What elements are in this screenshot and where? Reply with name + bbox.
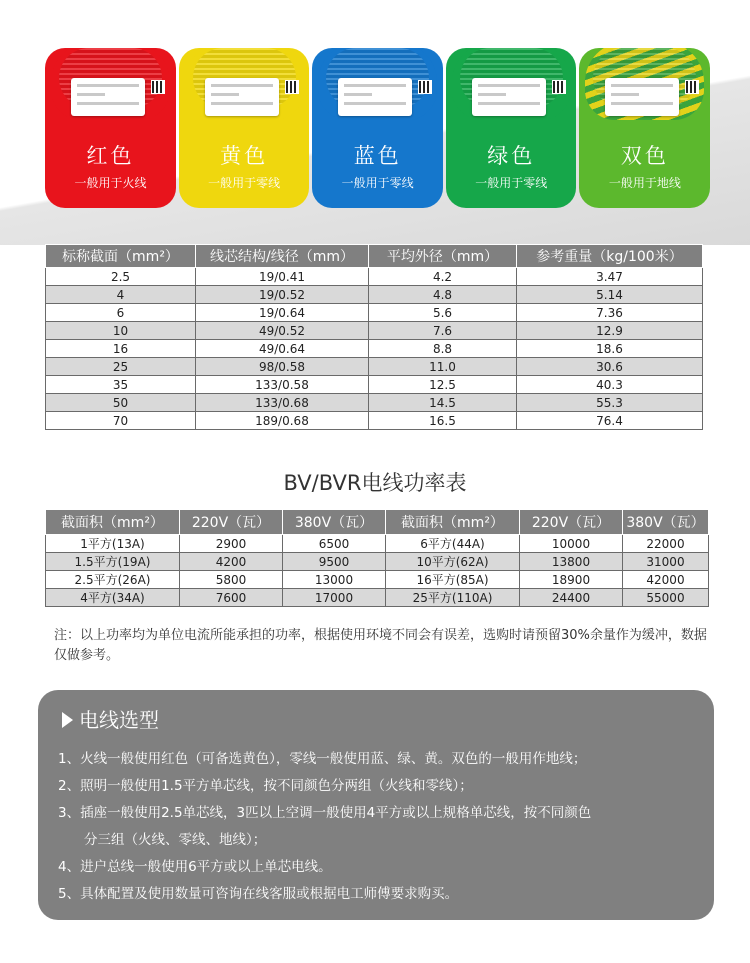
- table-cell: 19/0.52: [196, 286, 369, 304]
- triangle-right-icon: [62, 712, 73, 728]
- column-header: 线芯结构/线径（mm）: [196, 245, 369, 268]
- table-cell: 25: [46, 358, 196, 376]
- column-header: 截面积（mm²）: [386, 510, 520, 535]
- table-row: [46, 268, 703, 286]
- product-label: [472, 78, 546, 116]
- table-row: [46, 358, 703, 376]
- table-header-row: [46, 245, 703, 268]
- table-cell: 14.5: [369, 394, 517, 412]
- wire-card-yellow: [179, 48, 310, 208]
- table-cell: 7.6: [369, 322, 517, 340]
- table-cell: 1.5平方(19A): [46, 553, 180, 571]
- table-row: [46, 394, 703, 412]
- table-cell: 19/0.41: [196, 268, 369, 286]
- wire-coil-image: [318, 48, 437, 120]
- table-cell: 10: [46, 322, 196, 340]
- column-header: 平均外径（mm）: [369, 245, 517, 268]
- wire-coil-image: [585, 48, 704, 120]
- table-cell: 10000: [520, 535, 623, 553]
- table-cell: 4200: [180, 553, 283, 571]
- product-label: [71, 78, 145, 116]
- table-cell: 5.6: [369, 304, 517, 322]
- table-row: [46, 535, 709, 553]
- table-cell: 3.47: [517, 268, 703, 286]
- table-cell: 49/0.52: [196, 322, 369, 340]
- table-cell: 4.8: [369, 286, 517, 304]
- list-item: [58, 881, 708, 908]
- wire-coil-image: [51, 48, 170, 120]
- table-cell: 18900: [520, 571, 623, 589]
- table-cell: 55.3: [517, 394, 703, 412]
- list-item-continuation: 分三组（火线、零线、地线）；: [84, 832, 267, 848]
- table-cell: 7.36: [517, 304, 703, 322]
- table-cell: 1平方(13A): [46, 535, 180, 553]
- wire-card-title: 黄色: [220, 144, 269, 168]
- wire-card-subtitle: 一般用于地线: [608, 176, 681, 190]
- table-cell: 16.5: [369, 412, 517, 430]
- table-cell: 98/0.58: [196, 358, 369, 376]
- table-row: [46, 376, 703, 394]
- selection-list: [58, 746, 708, 908]
- table-cell: 5800: [180, 571, 283, 589]
- column-header: 截面积（mm²）: [46, 510, 180, 535]
- power-table-title: BV/BVR电线功率表: [283, 471, 467, 495]
- table-cell: 2.5平方(26A): [46, 571, 180, 589]
- table-cell: 24400: [520, 589, 623, 607]
- table-cell: 12.9: [517, 322, 703, 340]
- wire-card-title: 红色: [86, 144, 135, 168]
- table-cell: 11.0: [369, 358, 517, 376]
- list-item: [58, 800, 708, 854]
- table-cell: 6平方(44A): [386, 535, 520, 553]
- list-item-text: 4、进户总线一般使用6平方或以上单芯电线。: [58, 859, 332, 875]
- qr-code-icon: [552, 80, 566, 94]
- table-cell: 31000: [623, 553, 709, 571]
- wire-card-subtitle: 一般用于零线: [208, 176, 281, 190]
- table-cell: 12.5: [369, 376, 517, 394]
- table-cell: 50: [46, 394, 196, 412]
- wire-card-green: [446, 48, 577, 208]
- wire-selection-panel: [38, 690, 714, 920]
- wire-spec-table: [45, 244, 703, 430]
- wire-card-red: [45, 48, 176, 208]
- table-row: [46, 340, 703, 358]
- table-cell: 16: [46, 340, 196, 358]
- table-cell: 30.6: [517, 358, 703, 376]
- table-cell: 8.8: [369, 340, 517, 358]
- table-cell: 2.5: [46, 268, 196, 286]
- wire-card-dual: [579, 48, 710, 208]
- list-item: [58, 854, 708, 881]
- table-cell: 6: [46, 304, 196, 322]
- table-cell: 5.14: [517, 286, 703, 304]
- table-row: [46, 412, 703, 430]
- table-cell: 4.2: [369, 268, 517, 286]
- wire-card-blue: [312, 48, 443, 208]
- qr-code-icon: [151, 80, 165, 94]
- table-cell: 2900: [180, 535, 283, 553]
- table-cell: 18.6: [517, 340, 703, 358]
- list-item: [58, 746, 708, 773]
- table-cell: 10平方(62A): [386, 553, 520, 571]
- list-item: [58, 773, 708, 800]
- table-cell: 6500: [283, 535, 386, 553]
- table-cell: 55000: [623, 589, 709, 607]
- table-cell: 25平方(110A): [386, 589, 520, 607]
- table-header-row: [46, 510, 709, 535]
- table-cell: 35: [46, 376, 196, 394]
- list-item-text: 2、照明一般使用1.5平方单芯线，按不同颜色分两组（火线和零线）；: [58, 778, 473, 794]
- table-cell: 4平方(34A): [46, 589, 180, 607]
- table-cell: 22000: [623, 535, 709, 553]
- qr-code-icon: [685, 80, 699, 94]
- table-row: [46, 286, 703, 304]
- wire-card-title: 绿色: [487, 144, 536, 168]
- list-item-text: 3、插座一般使用2.5单芯线，3匹以上空调一般使用4平方或以上规格单芯线，按不同颜色: [58, 805, 592, 821]
- wire-card-subtitle: 一般用于零线: [341, 176, 414, 190]
- wire-card-title: 蓝色: [353, 144, 402, 168]
- column-header: 参考重量（kg/100米）: [517, 245, 703, 268]
- table-cell: 13800: [520, 553, 623, 571]
- table-cell: 4: [46, 286, 196, 304]
- table-cell: 49/0.64: [196, 340, 369, 358]
- table-cell: 189/0.68: [196, 412, 369, 430]
- table-cell: 42000: [623, 571, 709, 589]
- table-cell: 16平方(85A): [386, 571, 520, 589]
- column-header: 380V（瓦）: [623, 510, 709, 535]
- table-row: [46, 571, 709, 589]
- wire-card-subtitle: 一般用于火线: [74, 176, 147, 190]
- table-cell: 7600: [180, 589, 283, 607]
- product-label: [605, 78, 679, 116]
- wire-card-subtitle: 一般用于零线: [475, 176, 548, 190]
- panel-title: [62, 704, 159, 733]
- list-item-text: 1、火线一般使用红色（可备选黄色），零线一般使用蓝、绿、黄。双色的一般用作地线；: [58, 751, 587, 767]
- wire-card-title: 双色: [620, 144, 669, 168]
- product-label: [205, 78, 279, 116]
- table-cell: 9500: [283, 553, 386, 571]
- table-cell: 19/0.64: [196, 304, 369, 322]
- column-header: 220V（瓦）: [520, 510, 623, 535]
- column-header: 220V（瓦）: [180, 510, 283, 535]
- wire-coil-image: [185, 48, 304, 120]
- qr-code-icon: [418, 80, 432, 94]
- table-row: [46, 589, 709, 607]
- disclaimer-note: 注：以上功率均为单位电流所能承担的功率，根据使用环境不同会有误差，选购时请预留30%余量作为缓冲，数据仅做参考。: [54, 628, 707, 663]
- table-cell: 76.4: [517, 412, 703, 430]
- power-table: [45, 509, 709, 607]
- column-header: 380V（瓦）: [283, 510, 386, 535]
- product-label: [338, 78, 412, 116]
- list-item-text: 5、具体配置及使用数量可咨询在线客服或根据电工师傅要求购买。: [58, 886, 459, 902]
- table-cell: 17000: [283, 589, 386, 607]
- table-cell: 70: [46, 412, 196, 430]
- qr-code-icon: [285, 80, 299, 94]
- table-cell: 40.3: [517, 376, 703, 394]
- column-header: 标称截面（mm²）: [46, 245, 196, 268]
- table-cell: 133/0.68: [196, 394, 369, 412]
- wire-coil-image: [452, 48, 571, 120]
- table-row: [46, 553, 709, 571]
- table-cell: 133/0.58: [196, 376, 369, 394]
- table-row: [46, 304, 703, 322]
- panel-title-text: 电线选型: [79, 708, 159, 732]
- table-cell: 13000: [283, 571, 386, 589]
- table-row: [46, 322, 703, 340]
- wire-color-cards: [45, 48, 710, 208]
